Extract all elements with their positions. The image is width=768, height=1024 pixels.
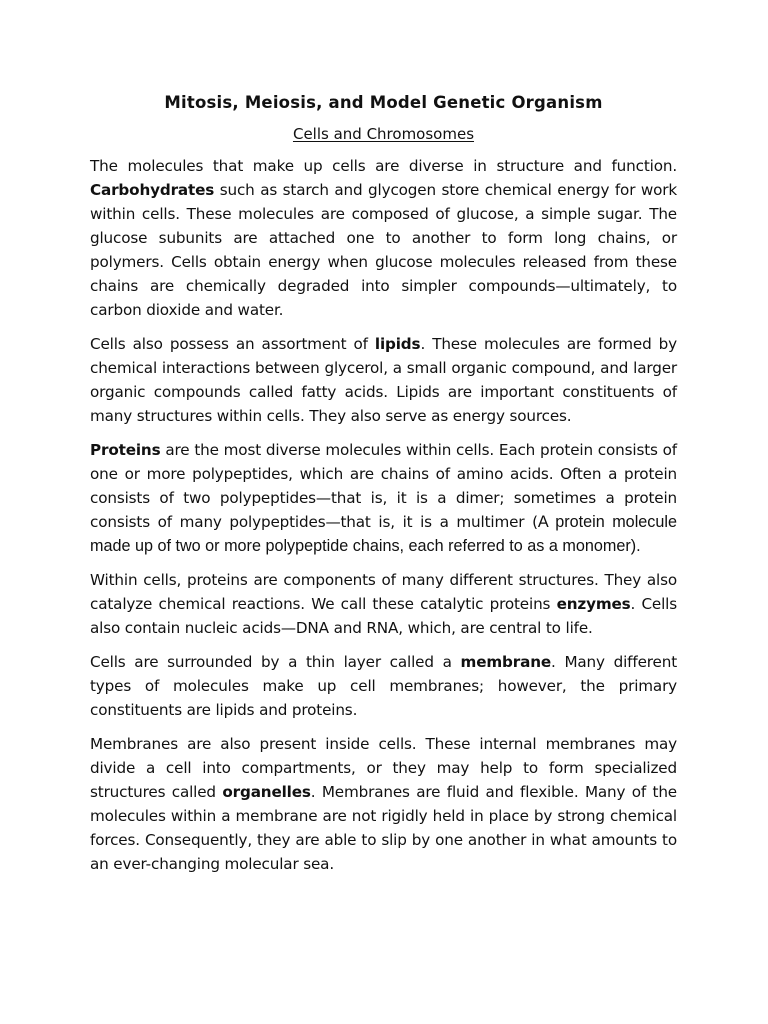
paragraph-lipids — [90, 332, 677, 428]
paragraph-text-definition: A protein molecule made up of two or more polypeptide chains, each referred to as a monomer). — [90, 513, 677, 555]
key-term-carbohydrates: Carbohydrates — [90, 181, 215, 199]
paragraph-text: are the most diverse molecules within cells. Each protein consists of one or more polypeptides, which are chains of amino acids. Often a protein consists of two polypeptides—that is, it is a dimer; sometimes a protein consists of many polypeptides—that is, it is a multimer ( — [90, 441, 677, 531]
document-title: Mitosis, Meiosis, and Model Genetic Organism — [164, 93, 603, 112]
paragraph-text: . Cells also contain nucleic acids—DNA and RNA, which, are central to life. — [90, 595, 678, 637]
paragraph-text: The molecules that make up cells are diverse in structure and function. — [90, 157, 677, 175]
paragraph-organelles — [90, 732, 677, 876]
paragraph-proteins — [90, 438, 677, 558]
paragraph-text: Cells also possess an assortment of — [90, 335, 375, 353]
key-term-lipids: lipids — [374, 335, 421, 353]
section-heading: Cells and Chromosomes — [292, 125, 475, 143]
key-term-organelles: organelles — [222, 783, 311, 801]
paragraph-text: . Many different types of molecules make up cell membranes; however, the primary constituents are lipids and proteins. — [90, 653, 678, 719]
paragraph-text: . Membranes are fluid and flexible. Many of the molecules within a membrane are not rigidly held in place by strong chemical forces. Consequently, they are able to slip by one another in what amounts to an ever-changing molecular sea. — [90, 783, 677, 873]
paragraph-text: such as starch and glycogen store chemical energy for work within cells. These molecules are composed of glucose, a simple sugar. The glucose subunits are attached one to another to form long chains, or polymers. Cells obtain energy when glucose molecules released from these chains are chemically degraded into simpler compounds—ultimately, to carbon dioxide and water. — [90, 181, 677, 319]
paragraph-text: Membranes are also present inside cells. These internal membranes may divide a cell into compartments, or they may help to form specialized structures called — [90, 735, 677, 801]
document-page — [90, 88, 677, 886]
paragraph-text: Cells are surrounded by a thin layer called a — [90, 653, 461, 671]
paragraph-carbohydrates — [90, 154, 677, 322]
key-term-membrane: membrane — [460, 653, 552, 671]
key-term-enzymes: enzymes — [556, 595, 631, 613]
paragraph-membrane — [90, 650, 677, 722]
key-term-proteins: Proteins — [90, 441, 161, 459]
paragraph-text: . These molecules are formed by chemical interactions between glycerol, a small organic compound, and larger organic compounds called fatty acids. Lipids are important constituents of many structures within cells. They also serve as energy sources. — [90, 335, 678, 425]
paragraph-enzymes — [90, 568, 677, 640]
paragraph-text: Within cells, proteins are components of many different structures. They also catalyze chemical reactions. We call these catalytic proteins — [90, 571, 677, 613]
